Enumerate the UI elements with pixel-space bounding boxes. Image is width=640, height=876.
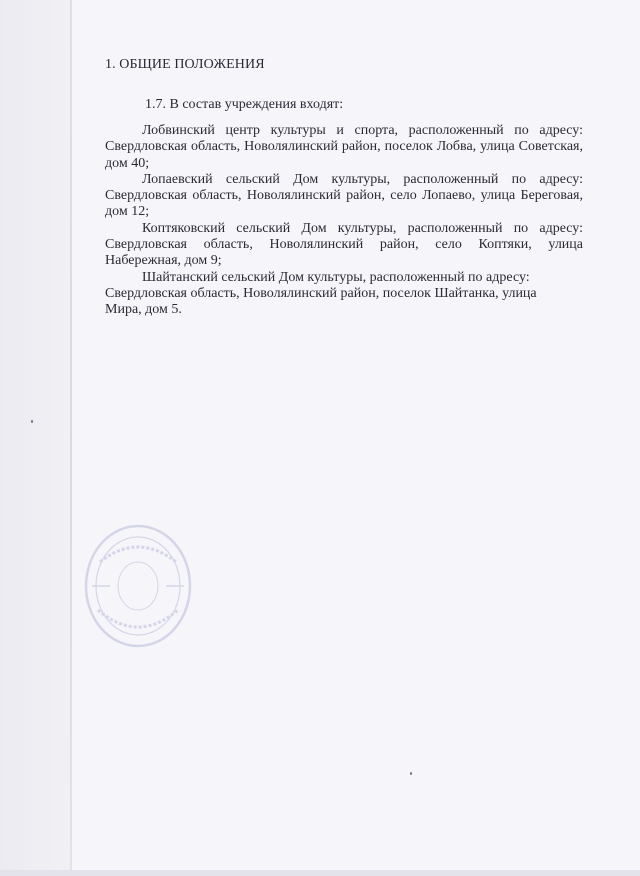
- institution-list: [105, 123, 583, 319]
- scan-left-margin: [0, 0, 70, 876]
- institution-entry: Лопаевский сельский Дом культуры, расположенный по адресу: Свердловская область, Новолялинский район, село Лопаево, улица Береговая, дом 12;: [105, 171, 583, 220]
- scan-bottom-edge: [0, 870, 640, 876]
- scan-fold-line: [70, 0, 72, 876]
- institution-entry: Коптяковский сельский Дом культуры, расположенный по адресу: Свердловская область, Новолялинский район, село Коптяки, улица Набережная, дом 9;: [105, 220, 583, 269]
- institution-entry: Лобвинский центр культуры и спорта, расположенный по адресу: Свердловская область, Новолялинский район, поселок Лобва, улица Советская, дом 40;: [105, 123, 583, 171]
- institution-entry: Шайтанский сельский Дом культуры, расположенный по адресу: Свердловская область, Новолялинский район, поселок Шайтанка, улица Мира, дом 5.: [105, 269, 537, 318]
- faded-stamp-seal: [80, 522, 194, 650]
- section-heading: 1. ОБЩИЕ ПОЛОЖЕНИЯ: [105, 57, 265, 72]
- scan-speck: [31, 420, 33, 423]
- scan-speck: [410, 772, 412, 775]
- clause-heading: 1.7. В состав учреждения входят:: [145, 97, 344, 112]
